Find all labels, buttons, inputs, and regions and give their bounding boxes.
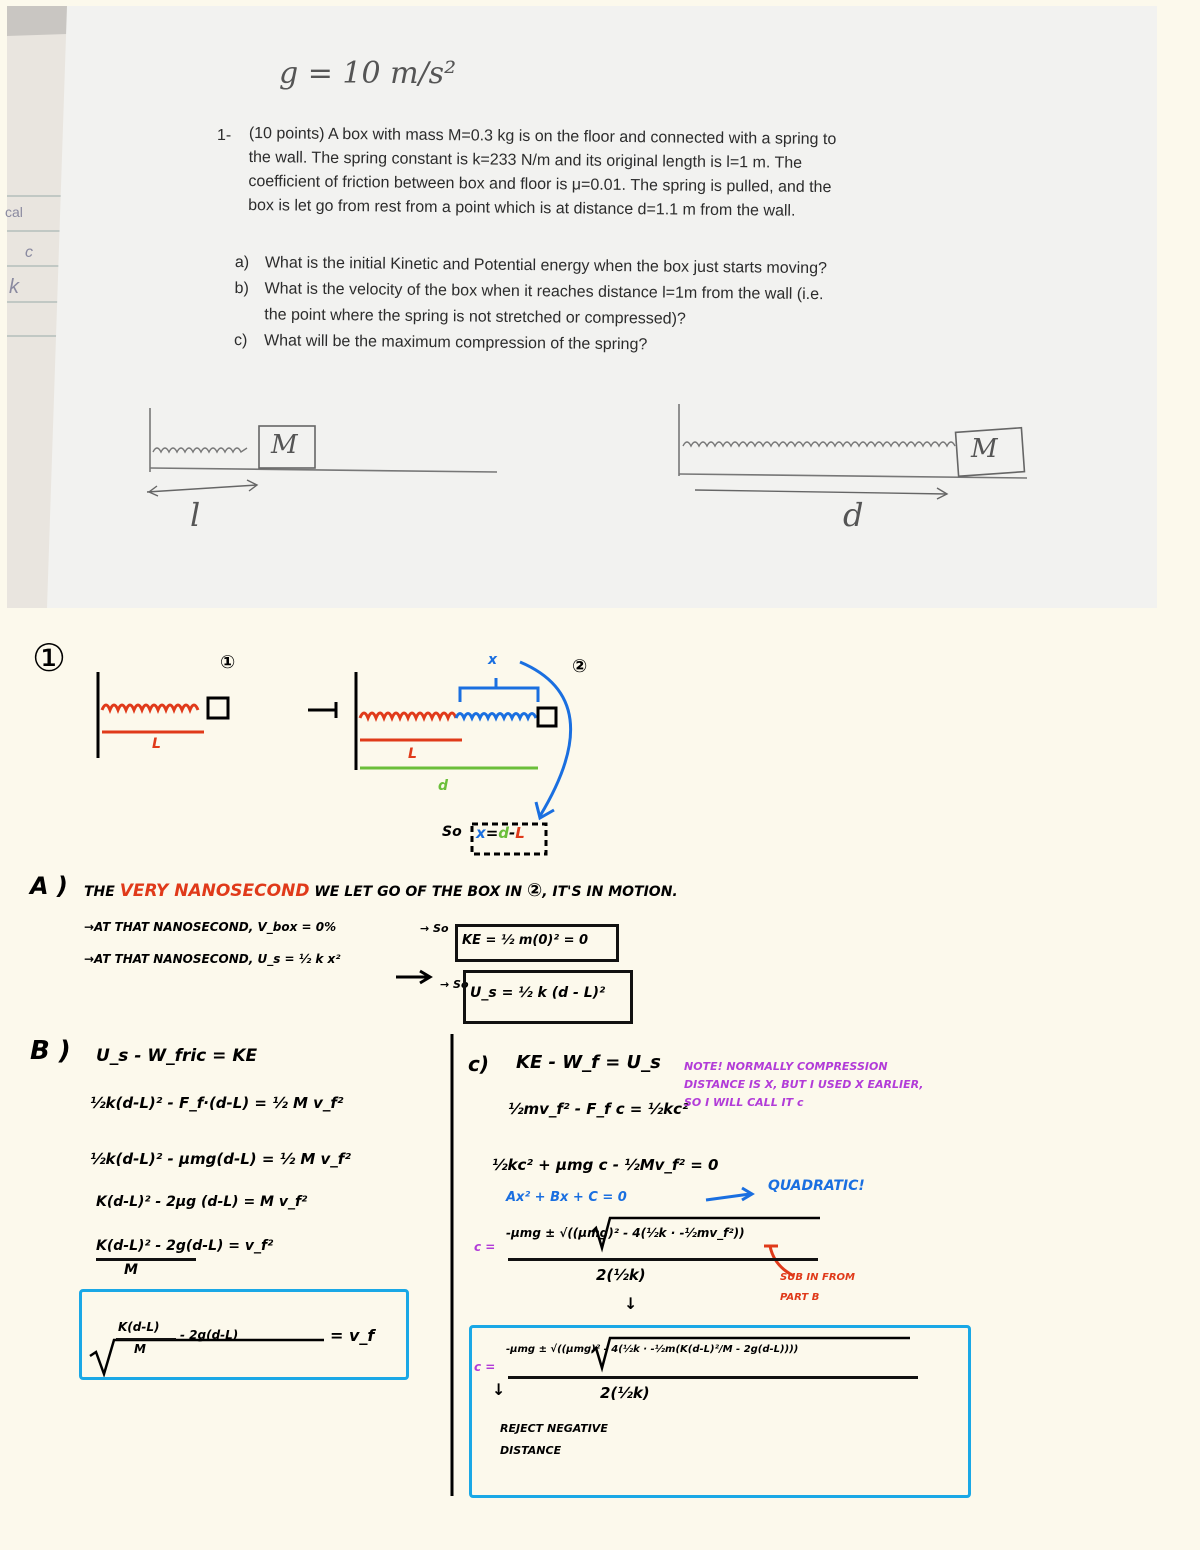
partB-line4: K(d-L)² - 2μg (d-L) = M v_f² — [96, 1194, 308, 1210]
box-right-label: M — [971, 434, 998, 464]
partA-line3: →AT THAT NANOSECOND, U_s = ½ k x² — [84, 952, 341, 966]
formula1-bar — [508, 1258, 818, 1261]
problem-line: coefficient of friction between box and floor is μ=0.01. The spring is pulled, and the — [248, 172, 832, 197]
so-label: So — [442, 824, 462, 840]
question-c: c) What will be the maximum compression of the spring? — [233, 331, 648, 354]
problem-line: the wall. The spring constant is k=233 N/m and its original length is l=1 m. The — [248, 148, 803, 172]
us-answer-box — [463, 970, 633, 1024]
formula1-denominator: 2(½k) — [596, 1266, 646, 1284]
label-x: x — [488, 652, 498, 668]
formula2-numerator: -μmg ± √((μmg)² - 4(½k · -½m(K(d-L)²/M - 2g(d-L)))) — [506, 1344, 799, 1355]
ke-answer-box — [455, 924, 619, 962]
partA-so2: → So — [440, 978, 469, 991]
edge-fragment: k — [9, 276, 19, 298]
partB-answer-eq: = v_f — [330, 1326, 375, 1345]
length-l-label: l — [190, 496, 201, 534]
question-a: a) What is the initial Kinetic and Potential energy when the box just starts moving? — [234, 253, 828, 278]
problem-marker: ① — [32, 636, 67, 680]
partB-answer-bar — [116, 1338, 176, 1340]
partC-line2: ½mv_f² - F_f c = ½kc² — [508, 1100, 689, 1118]
compression-note: NOTE! NORMALLY COMPRESSION DISTANCE IS X, BUT I USED X EARLIER, SO I WILL CALL IT c — [684, 1060, 924, 1109]
reject-note: REJECT NEGATIVE DISTANCE — [500, 1422, 608, 1457]
partB-answer-den: M — [134, 1342, 146, 1356]
edge-fragment: c — [25, 244, 33, 261]
formula1-numerator: -μmg ± √((μmg)² - 4(½k · -½mv_f²)) — [506, 1226, 745, 1240]
partC-label: c) — [468, 1052, 489, 1076]
partA-so1: → So — [420, 922, 449, 935]
formula2-bar — [508, 1376, 918, 1379]
us-answer: U_s = ½ k (d - L)² — [470, 985, 606, 1001]
problem-line: box is let go from rest from a point which is at distance d=1.1 m from the wall. — [248, 196, 796, 220]
problem-line: (10 points) A box with mass M=0.3 kg is on the floor and connected with a spring to — [248, 124, 837, 149]
state2-marker: ② — [572, 656, 588, 677]
question-b-cont: the point where the spring is not stretched or compressed)? — [264, 306, 686, 328]
partB-denominator: M — [124, 1262, 138, 1278]
ke-answer: KE = ½ m(0)² = 0 — [462, 933, 589, 948]
so-equation: x=d-L — [476, 824, 525, 842]
distance-d-label: d — [843, 496, 864, 534]
edge-fragment: cal — [5, 204, 23, 220]
quadratic-note: QUADRATIC! — [768, 1178, 865, 1194]
down-arrow-icon: ↓ — [624, 1294, 638, 1313]
partA-line1: THE VERY NANOSECOND WE LET GO OF THE BOX IN ②, IT'S IN MOTION. — [84, 880, 678, 901]
partA-label: A ) — [30, 872, 68, 900]
box-left-label: M — [271, 430, 298, 460]
question-list — [234, 250, 1035, 362]
partC-line1: KE - W_f = U_s — [516, 1052, 661, 1073]
partA-line2: →AT THAT NANOSECOND, V_box = 0% — [84, 920, 337, 934]
problem-text — [248, 122, 1069, 227]
label-d: d — [438, 778, 449, 794]
partB-line3: ½k(d-L)² - μmg(d-L) = ½ M v_f² — [90, 1150, 351, 1168]
question-b: b) What is the velocity of the box when it reaches distance l=1m from the wall (i.e. — [234, 279, 824, 304]
partB-label: B ) — [30, 1036, 71, 1066]
box-state2 — [538, 708, 556, 726]
c-label-1: c = — [474, 1240, 496, 1254]
partB-line5: K(d-L)² - 2g(d-L) = v_f² — [96, 1238, 274, 1254]
partB-line1: U_s - W_fric = KE — [96, 1046, 258, 1066]
label-L1: L — [152, 736, 161, 752]
formula2-denominator: 2(½k) — [600, 1384, 650, 1402]
sub-in-note: SUB IN FROM PART B — [780, 1272, 855, 1303]
reject-arrow-icon: ↓ — [492, 1380, 506, 1399]
partB-answer-tail: - 2g(d-L) — [180, 1328, 239, 1342]
partB-fraction-bar — [96, 1258, 196, 1261]
partC-line4: Ax² + Bx + C = 0 — [506, 1190, 627, 1205]
problem-number: 1- — [217, 127, 232, 144]
c-label-2: c = — [474, 1360, 496, 1374]
partC-line3: ½kc² + μmg c - ½Mv_f² = 0 — [492, 1156, 719, 1174]
state1-marker: ① — [220, 652, 236, 673]
box-state1 — [208, 698, 228, 718]
partB-answer-num: K(d-L) — [118, 1320, 160, 1334]
gravity-note: g = 10 m/s² — [279, 56, 457, 91]
partB-line2: ½k(d-L)² - F_f·(d-L) = ½ M v_f² — [90, 1094, 344, 1112]
problem-photo — [7, 6, 1157, 608]
label-L2: L — [408, 746, 417, 762]
